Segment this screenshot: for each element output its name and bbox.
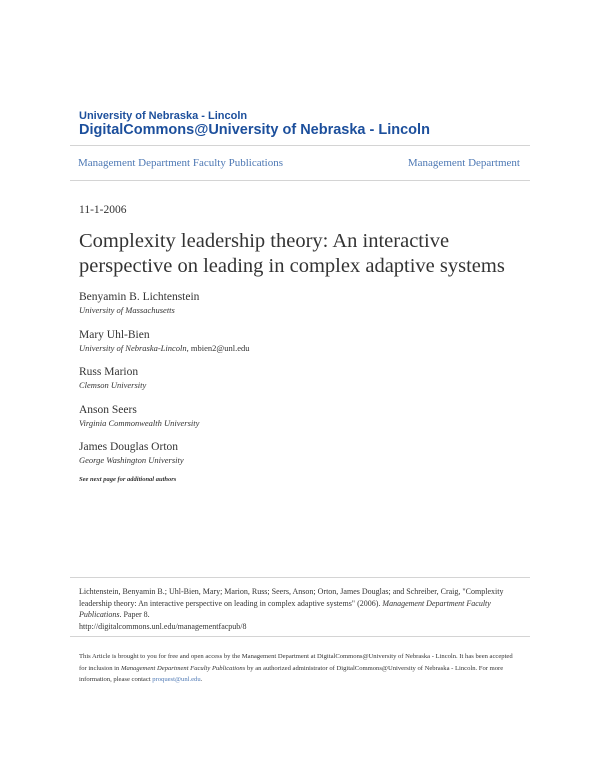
author-affiliation: University of Massachusetts xyxy=(79,305,175,315)
author-name: Benyamin B. Lichtenstein xyxy=(79,291,200,303)
paper-title: Complexity leadership theory: An interactive perspective on leading in complex adaptive systems xyxy=(79,230,505,277)
department-link[interactable]: Management Department xyxy=(407,157,520,169)
collection-link[interactable]: Management Department Faculty Publications xyxy=(78,157,283,169)
author-entry xyxy=(79,365,250,403)
author-entry xyxy=(79,328,250,366)
author-name: Mary Uhl-Bien xyxy=(79,328,150,341)
citation-text: Lichtenstein, Benyamin B.; Uhl-Bien, Mary; Marion, Russ; Seers, Anson; Orton, James Douglas; and Schreiber, Craig, "Complexity leadership theory: An interactive perspective on leading in complex adaptive systems" (2006). xyxy=(79,587,504,608)
publication-date: 11-1-2006 xyxy=(79,204,127,216)
repository-link[interactable]: DigitalCommons@University of Nebraska - Lincoln xyxy=(79,122,430,138)
author-affiliation: Clemson University xyxy=(79,380,147,390)
author-affiliation: George Washington University xyxy=(79,455,184,465)
access-statement: This Article is brought to you for free and open access by the Management Department at DigitalCommons@University of Nebraska - Lincoln. It has been accepted for inclusion in Management Department Faculty Publications by an authorized administrator of DigitalCommons@University of Nebraska - Lincoln. For more information, please contact proquest@unl.edu. xyxy=(70,636,530,686)
contact-email-link[interactable]: proquest@unl.edu xyxy=(152,676,201,683)
author-name: James Douglas Orton xyxy=(79,441,179,453)
footer-collection: Management Department Faculty Publications xyxy=(120,664,246,672)
citation-paper: . Paper 8. xyxy=(119,610,150,619)
author-name: Anson Seers xyxy=(79,403,137,416)
author-affiliation: University of Nebraska-Lincoln, mbien2@unl.edu xyxy=(79,342,250,353)
citation-block xyxy=(70,577,530,632)
author-email: , mbien2@unl.edu xyxy=(186,342,250,353)
see-next-page-note: See next page for additional authors xyxy=(79,476,177,483)
author-list xyxy=(79,290,250,478)
institution-link[interactable]: University of Nebraska - Lincoln xyxy=(79,110,248,122)
author-entry xyxy=(79,440,250,478)
author-entry xyxy=(79,403,250,441)
author-affiliation: Virginia Commonwealth University xyxy=(79,417,200,428)
citation-url[interactable]: http://digitalcommons.unl.edu/managementfacpub/8 xyxy=(79,621,247,631)
collection-nav-bar xyxy=(70,145,530,181)
author-entry xyxy=(79,290,250,328)
author-name: Russ Marion xyxy=(79,366,139,378)
citation-series: Management Department Faculty Publications xyxy=(79,598,491,619)
